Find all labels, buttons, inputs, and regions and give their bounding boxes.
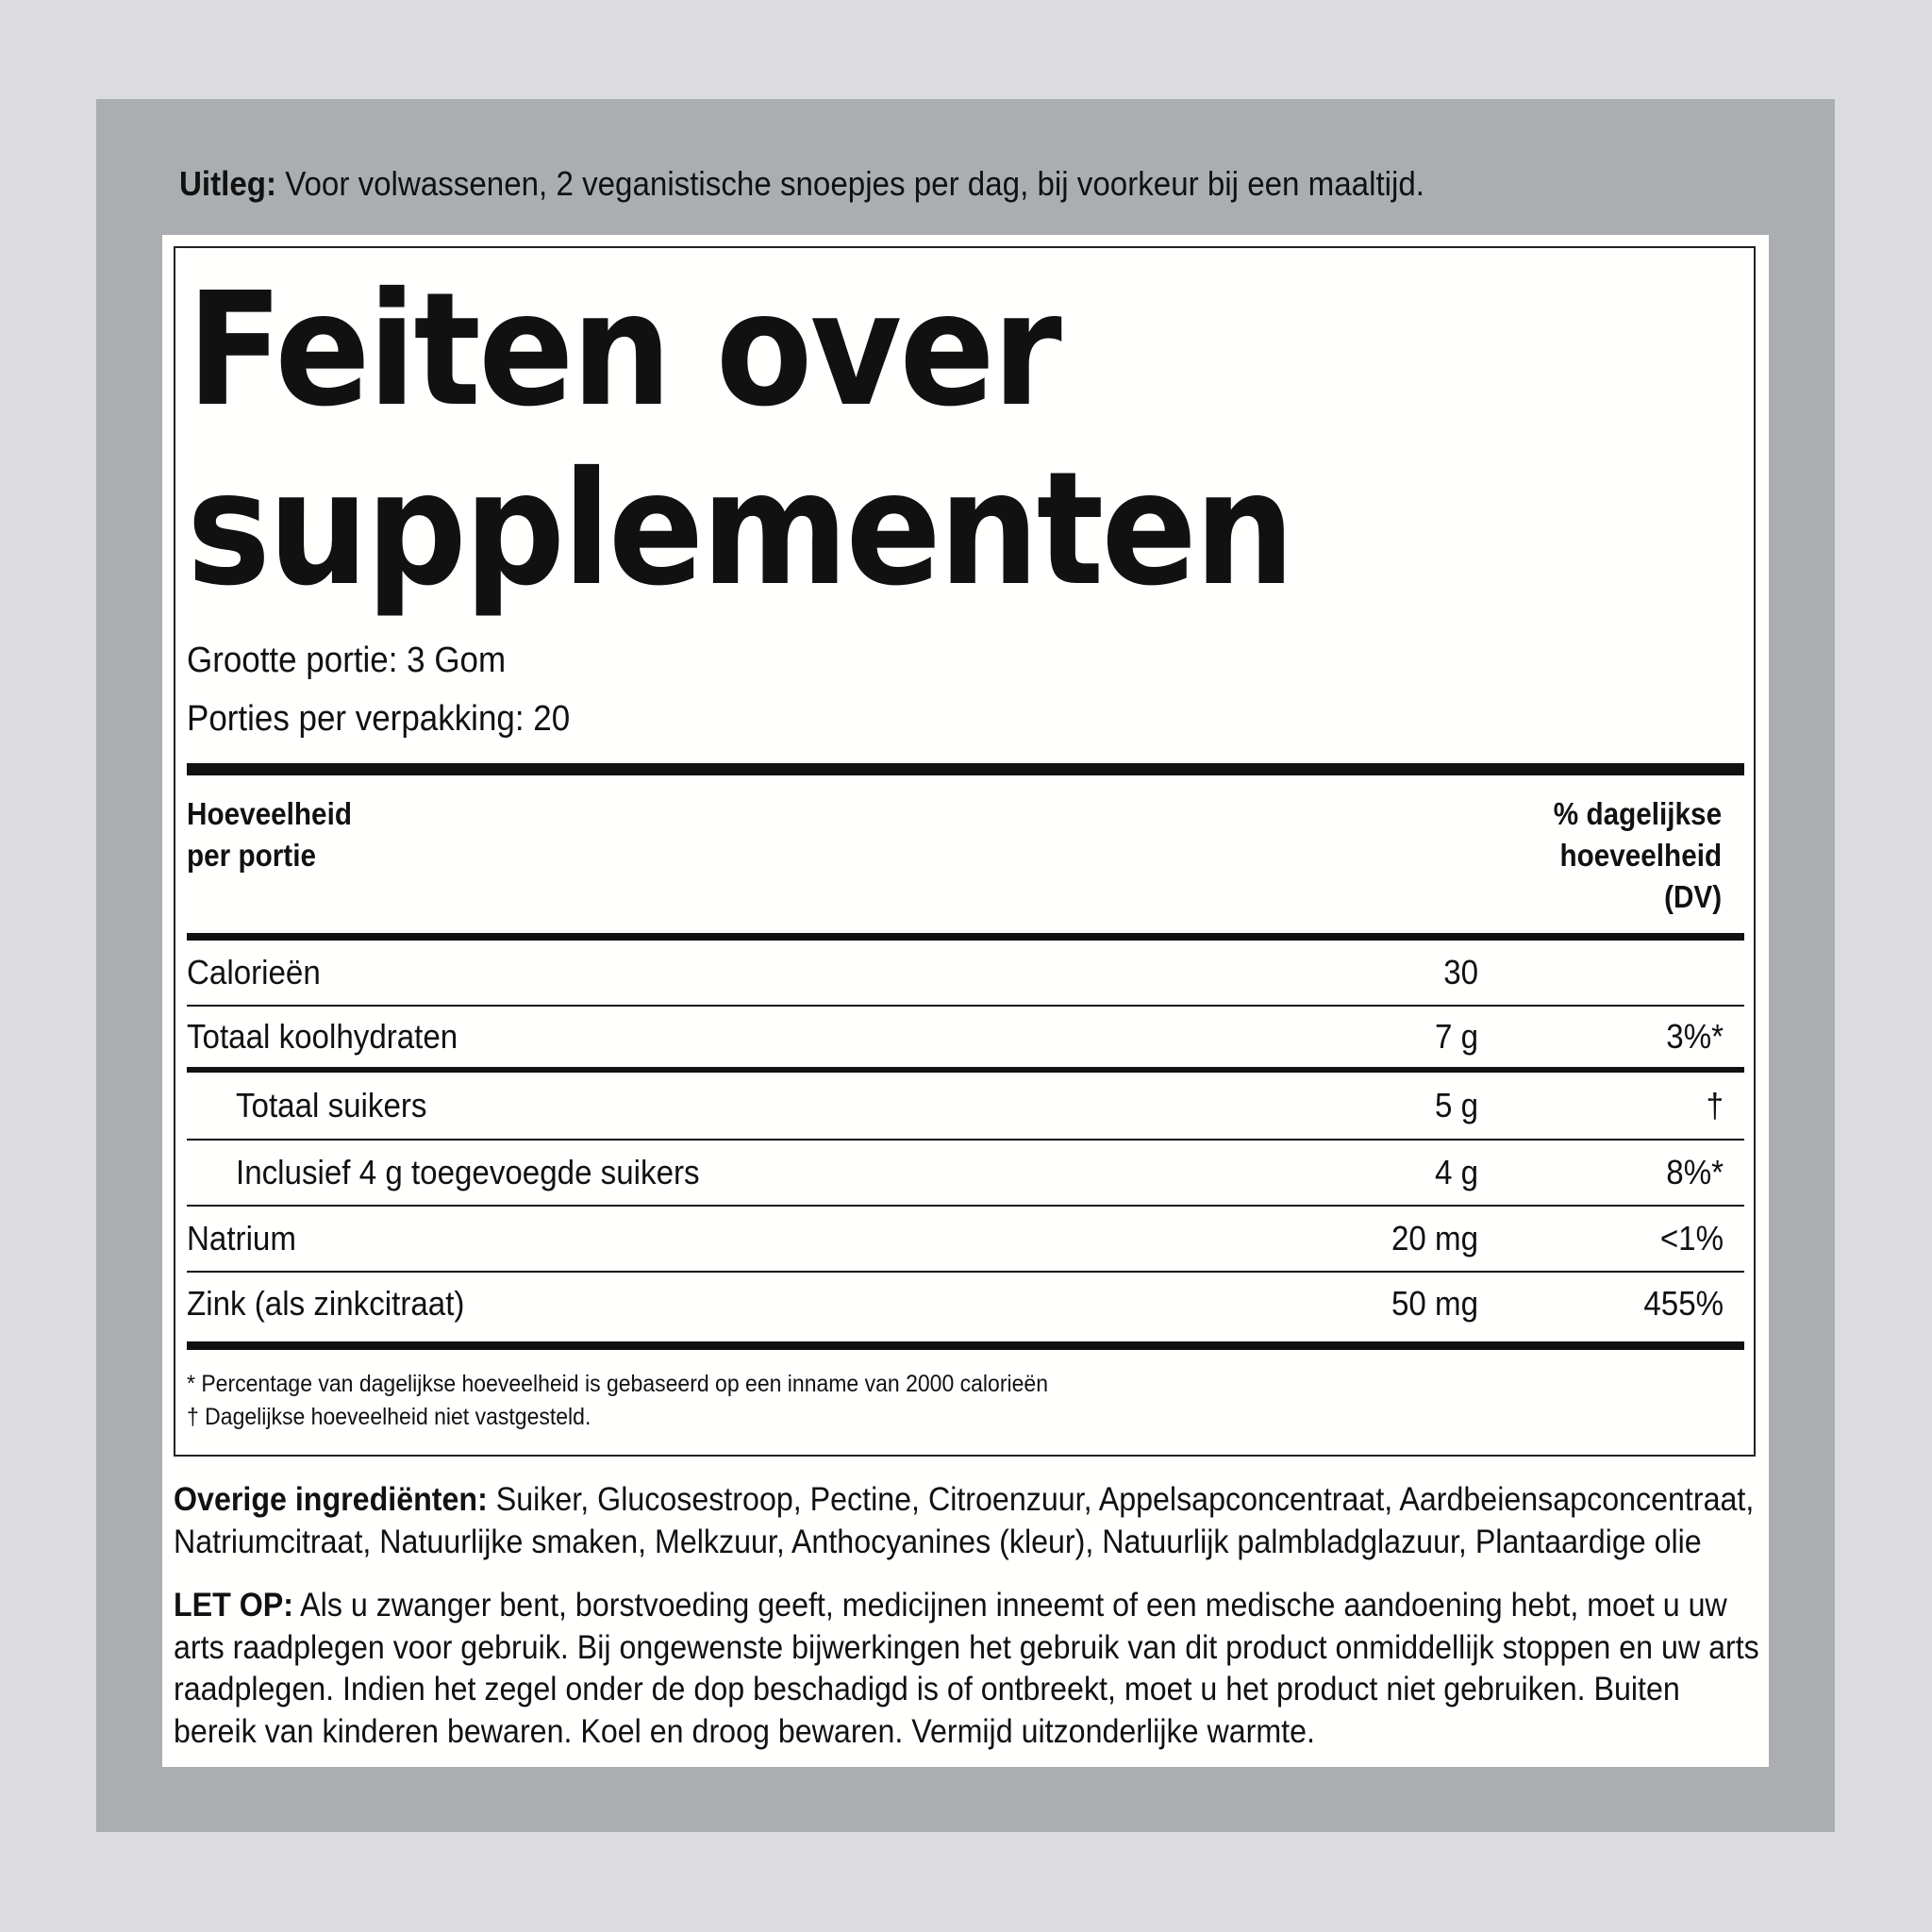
- footnote-dagger: † Dagelijkse hoeveelheid niet vastgesteld.: [187, 1404, 591, 1430]
- thick-divider-top: [187, 763, 1744, 775]
- nutrient-table: [187, 941, 1744, 1350]
- nutrient-name: Natrium: [187, 1219, 296, 1257]
- directions: [179, 163, 1424, 205]
- nutrient-amount: 4 g: [1434, 1153, 1478, 1191]
- facts-title: [187, 261, 1375, 620]
- facts-title-line-1: Feiten over: [187, 259, 1059, 441]
- header-amount-line-1: Hoeveelheid: [187, 796, 352, 831]
- ingredients-text: Suiker, Glucosestroop, Pectine, Citroenzuur, Appelsapconcentraat, Aardbeiensapconcentraat, Natriumcitraat, Natuurlijke smaken, Melkzuur, Anthocyanines (kleur), Natuurlijk palmbladglazuur, Plantaardige olie: [174, 1481, 1755, 1560]
- nutrient-amount: 50 mg: [1391, 1283, 1478, 1323]
- nutrient-dv: <1%: [1659, 1219, 1724, 1257]
- thick-divider-header: [187, 933, 1744, 941]
- nutrient-dv: 455%: [1643, 1283, 1724, 1323]
- nutrient-dv: 3%*: [1666, 1017, 1724, 1056]
- nutrient-dv: 8%*: [1666, 1153, 1724, 1191]
- supplement-facts-box: [174, 246, 1756, 1457]
- other-ingredients: [174, 1479, 1762, 1563]
- header-daily-value: [1554, 793, 1722, 918]
- nutrient-amount: 5 g: [1434, 1086, 1478, 1124]
- table-row: [187, 1141, 1744, 1207]
- table-row: [187, 1007, 1744, 1073]
- servings-per-container: Porties per verpakking: 20: [187, 699, 571, 739]
- nutrient-name: Calorieën: [187, 953, 321, 991]
- nutrient-amount: 20 mg: [1391, 1219, 1478, 1257]
- nutrient-name: Totaal koolhydraten: [187, 1017, 458, 1056]
- header-amount-per-serving: [187, 793, 352, 876]
- facts-title-line-2: supplementen: [187, 439, 1292, 621]
- warning: [174, 1585, 1762, 1753]
- table-row: [187, 941, 1744, 1007]
- header-dv-line-3: (DV): [1663, 879, 1722, 914]
- directions-label: Uitleg:: [179, 164, 277, 203]
- header-dv-line-2: hoeveelheid: [1559, 838, 1722, 873]
- ingredients-label: Overige ingrediënten:: [174, 1481, 488, 1518]
- nutrient-amount: 7 g: [1434, 1017, 1478, 1056]
- serving-size: Grootte portie: 3 Gom: [187, 641, 507, 680]
- nutrient-dv: †: [1706, 1086, 1724, 1124]
- warning-label: LET OP:: [174, 1587, 294, 1624]
- header-amount-line-2: per portie: [187, 838, 316, 873]
- warning-text: Als u zwanger bent, borstvoeding geeft, medicijnen inneemt of een medische aandoening hebt, moet u uw arts raadplegen voor gebruik. Bij ongewenste bijwerkingen het gebruik van dit product onmiddellijk stoppen en uw arts raadplegen. Indien het zegel onder de dop beschadigd is of ontbreekt, moet u het product niet gebruiken. Buiten bereik van kinderen bewaren. Koel en droog bewaren. Vermijd uitzonderlijke warmte.: [174, 1587, 1759, 1750]
- nutrient-name: Totaal suikers: [236, 1086, 427, 1124]
- table-row: [187, 1073, 1744, 1141]
- table-row: [187, 1207, 1744, 1273]
- footnote-dv: * Percentage van dagelijkse hoeveelheid is gebaseerd op een inname van 2000 calorieën: [187, 1371, 1048, 1397]
- table-row: [187, 1273, 1744, 1350]
- directions-text: Voor volwassenen, 2 veganistische snoepjes per dag, bij voorkeur bij een maaltijd.: [276, 164, 1424, 203]
- header-dv-line-1: % dagelijkse: [1553, 796, 1722, 831]
- nutrient-name: Inclusief 4 g toegevoegde suikers: [236, 1153, 700, 1191]
- nutrient-name: Zink (als zinkcitraat): [187, 1283, 465, 1323]
- nutrient-amount: 30: [1443, 953, 1478, 991]
